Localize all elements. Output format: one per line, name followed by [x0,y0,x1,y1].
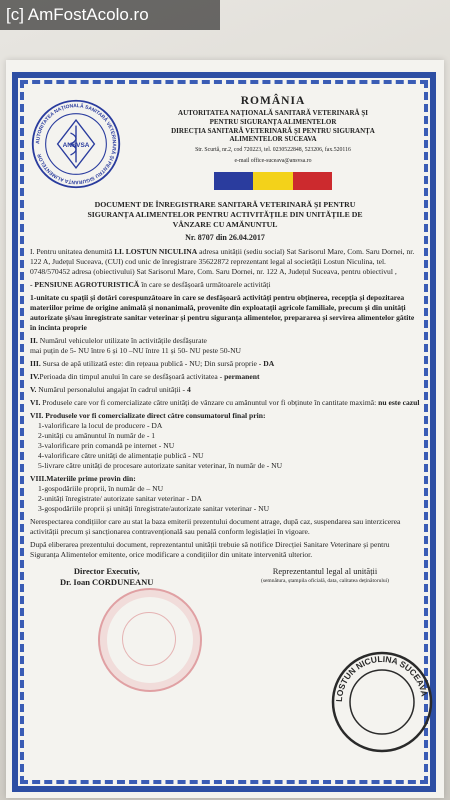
header-text [122,92,420,190]
section-i: I. Pentru unitatea denumită I.I. LOSTUN NICULINA adresa unității (sediu social) Sat Sarisorul Mare, Com. Saru Dornei, nr. 122 A, Județul Suceava, (CUI) cod unic de înregistrare 35622872 reprezentant legal al societății Lostun Niculina, tel. 0748/570452 adresa (obiectivului) Sat Sarisorul Mare, Com. Saru Dornei, nr. 122 A, Județul Suceava, pentru obiectivul , [30,246,415,277]
section-ii: II. Numărul vehiculelor utilizate în activitățile desfășurate mai puțin de 5- NU între 6 și 10 –NU între 11 și 50- NU peste 50-NU [30,336,242,356]
unit-black-stamp-icon [330,650,434,754]
official-red-stamp-icon [98,588,202,692]
section-viii-title: VIII.Materiile prime provin din: [30,474,136,484]
section-vii-title: VII. Produsele vor fi comercializate direct către consumatorul final prin: [30,411,266,421]
authority-line-3: DIRECȚIA SANITARĂ VETERINARĂ ȘI PENTRU SIGURANȚA [171,126,375,135]
authority-line-1: AUTORITATEA NAȚIONALĂ SANITARĂ VETERINARĂ ȘI [178,109,368,118]
list-item: 1-valorificare la locul de producere - DA [38,421,163,431]
notification-notice: După eliberarea prezentului document, reprezentantul unității trebuie să notifice Direcției Sanitare Veterinare și pentru Siguranța Alimentelor emitente, orice modificare a condițiilor din unitate intervenită ulterior. [30,540,390,560]
list-item: 2-unități cu amănuntul în număr de - 1 [38,431,156,441]
unit-type: - PENSIUNE AGROTURISTICĂ în care se desfășoară următoarele activități [30,280,271,290]
seal-center-text: ANSVSA [62,141,90,149]
country-name: ROMÂNIA [240,95,306,107]
authority-address: Str. Scurtă, nr.2, cod 720223, tel. 0230522848, 523206, fax.520116 [195,147,351,154]
section-vi: VI. Produsele care vor fi comercializate către unități de vânzare cu amănuntul vor fi obținute în cantitate maximă: nu este cazul [30,398,420,408]
authority-line-2: PENTRU SIGURANȚA ALIMENTELOR [209,117,337,126]
section-viii-list [30,484,420,514]
director-signature: Director Executiv, Dr. Ioan CORDUNEANU [60,566,154,588]
svg-text:LOSTUN NICULINA SUCEAVA [334,654,430,702]
activity-description: 1-unitate cu spații și dotări corespunzătoare în care se desfășoară activități pentru obținerea, recepția și depozitarea materiilor prime de origine animală și nonanimală, provenite din exploatații agricole familiale, precum și din unități autorizate și/sau înregistrate sanitar veterinar și pentru siguranța alimentelor, prepararea și servirea alimentelor gătite în incinta proprie [30,293,415,333]
list-item: 2-unități înregistrate/ autorizate sanitar veterinar - DA [38,494,203,504]
ansvsa-seal-icon [30,98,122,190]
document-header [30,92,420,190]
document-number: Nr. 8707 din 26.04.2017 [185,233,265,243]
stamp-ring-text: LOSTUN NICULINA SUCEAVA [333,653,430,703]
seal-ring-text: AUTORITATEA NAȚIONALĂ SANITARĂ VETERINARĂ ȘI PENTRU SIGURANȚA ALIMENTELOR [36,104,116,184]
list-item: 4-valorificare către unități de alimentație publică - NU [38,451,204,461]
legal-notice: Nerespectarea condițiilor care au stat la baza emiterii prezentului document atrage, după caz, suspendarea sau interzicerea activității precum și sancționarea contravențională sau penală conform legislației în vigoare. [30,517,401,537]
authority-line-4: ALIMENTELOR SUCEAVA [229,135,317,144]
list-item: 1-gospodăriile proprii, în număr de – NU [38,484,164,494]
list-item: 5-livrare către unități de procesare autorizate sanitar veterinar, în număr de - NU [38,461,283,471]
section-iii: III. Sursa de apă utilizată este: din rețeaua publică - NU; Din sursă proprie - DA [30,359,275,369]
signature-row [30,566,420,588]
section-iv: IV.Perioada din timpul anului în care se desfășoară activitatea - permanent [30,372,260,382]
unit-name: I.I. LOSTUN NICULINA [114,246,198,256]
romania-flag-icon [214,172,332,190]
section-v: V. Numărul personalului angajat în cadrul unității - 4 [30,385,191,395]
authority-email: e-mail office-suceava@ansvsa.ro [234,157,312,164]
list-item: 3-gospodăriile proprii și unități înregistrate/autorizate sanitar veterinar - NU [38,504,270,514]
representative-signature: Reprezentantul legal al unității (semnătura, ștampila oficială, data, calitatea deținătorului) [261,566,389,584]
section-vii-list [30,421,420,471]
document-title: DOCUMENT DE ÎNREGISTRARE SANITARĂ VETERINARĂ ȘI PENTRU SIGURANȚA ALIMENTELOR PENTRU ACTIVITĂȚILE DIN UNITĂȚILE DE VÂNZARE CU AMĂNUNTUL [87,200,363,229]
site-watermark: [c] AmFostAcolo.ro [0,0,220,30]
list-item: 3-valorificare prin comandă pe internet - NU [38,441,175,451]
